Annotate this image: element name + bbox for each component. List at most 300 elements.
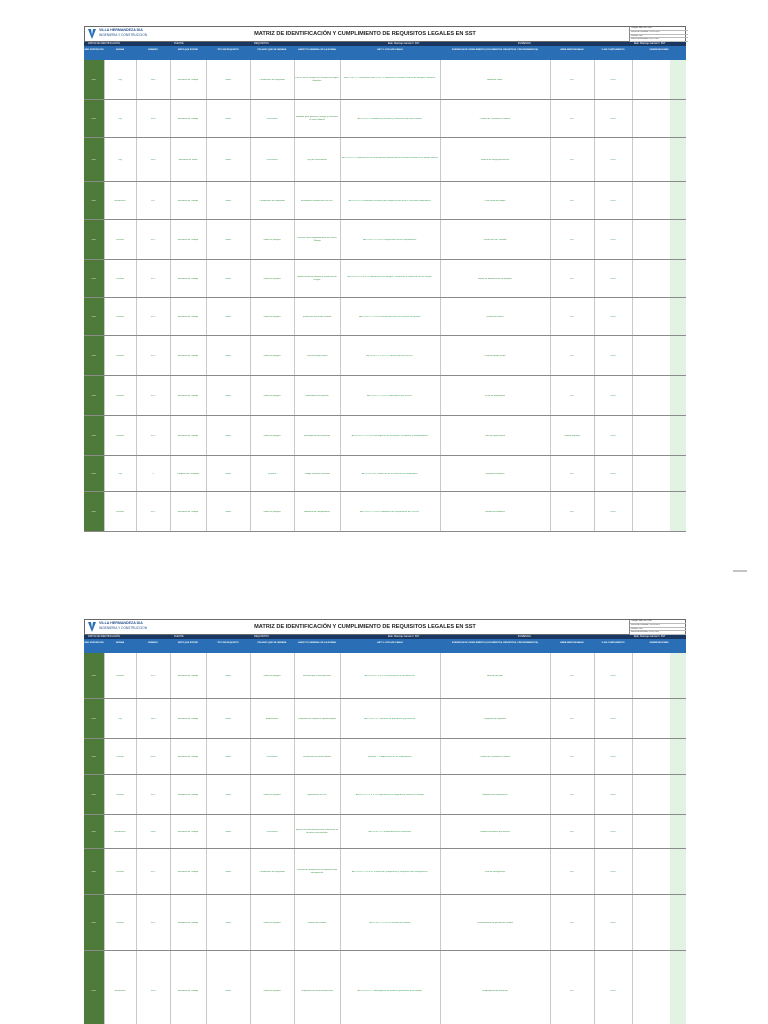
cell-evidencia: Procedimiento de gestión del cambio xyxy=(477,921,513,924)
cell-ente: Ministerio de Trabajo xyxy=(177,717,199,720)
column-header: ÁREA RESPONSABLE xyxy=(560,642,584,644)
cell-ente: Ministerio de Trabajo xyxy=(177,394,199,397)
column-header: TIPO DE REQUISITO xyxy=(217,49,239,51)
cell-pct: 100% xyxy=(610,315,616,318)
cell-articulo: ARTÍCULO 2.2.4.6.17 Planificación del SG-SST. xyxy=(366,354,414,357)
cell-ente: Ministerio de Trabajo xyxy=(177,793,199,796)
section-band-label: REQUISITOS xyxy=(254,42,269,45)
cell-aspecto: Capacitación en SST xyxy=(306,793,328,796)
section-band-label: REQUISITOS xyxy=(254,635,269,638)
cell-year: 2021 xyxy=(91,78,97,81)
table-row xyxy=(84,775,686,815)
cell-aspecto: Auditoría de cumplimiento xyxy=(304,510,330,513)
cell-year: 2021 xyxy=(91,870,97,873)
cell-evidencia: Plan de trabajo anual xyxy=(484,354,506,357)
cell-numero: 9 xyxy=(152,472,154,475)
table-row xyxy=(84,260,686,298)
cell-peligro: Psicosocial xyxy=(266,117,278,120)
table-row xyxy=(84,895,686,951)
cell-area: SST xyxy=(569,394,575,397)
section-band-label: FUENTE xyxy=(174,42,184,45)
cell-norma: Ley xyxy=(118,158,122,161)
cell-aspecto: Plan de trabajo anual xyxy=(306,354,328,357)
cell-area: SST xyxy=(569,277,575,280)
column-divider xyxy=(632,849,633,894)
cell-articulo: ARTÍCULO 10. Subprograma de medicina preventiva y del trabajo. xyxy=(357,989,423,992)
cell-area: SST xyxy=(569,989,575,992)
cell-area: SST xyxy=(569,674,575,677)
cell-ente: Ministerio de Trabajo xyxy=(177,238,199,241)
logo-mark-icon xyxy=(88,29,96,39)
table-body xyxy=(84,653,686,1024)
cell-peligro: Psicosocial xyxy=(266,158,278,161)
column-divider xyxy=(632,100,633,137)
column-divider xyxy=(250,951,251,1024)
cell-pct: 100% xyxy=(610,510,616,513)
cell-evidencia: Plan anual de trabajo xyxy=(484,199,506,202)
cell-evidencia: Plan de capacitación xyxy=(484,434,506,437)
cell-tipo: Todos xyxy=(225,238,231,241)
cell-norma: Ley xyxy=(118,78,122,81)
cell-year: 2021 xyxy=(91,674,97,677)
cell-norma: Circular xyxy=(116,755,124,758)
status-cell xyxy=(670,849,686,894)
cell-peligro: Todos los peligros xyxy=(263,277,281,280)
cell-pct: 100% xyxy=(610,199,616,202)
column-divider xyxy=(206,951,207,1024)
column-header: NORMA xyxy=(115,49,125,51)
section-band-label: FUENTE xyxy=(174,635,184,638)
column-header: OBSERVACIONES xyxy=(649,49,669,51)
section-band-label: EVIDENCIA xyxy=(518,635,531,638)
column-divider xyxy=(632,815,633,848)
section-band-label: Elab. Marinajo Garcia N. SST xyxy=(388,635,420,638)
cell-numero: 1072 xyxy=(150,394,156,397)
cell-tipo: Todos xyxy=(225,315,231,318)
cell-ente: Ministerio de Trabajo xyxy=(177,510,199,513)
cell-ente: Ministerio de Trabajo xyxy=(177,830,199,833)
cell-ente: Ministerio de Trabajo xyxy=(177,755,199,758)
meta-line: Fecha de Revisión: 01-01-2021 xyxy=(630,624,686,628)
cell-aspecto: Evaluación inicial del sistema xyxy=(302,315,332,318)
column-header: % DE CUMPLIMIENTO xyxy=(601,49,625,51)
cell-pct: 100% xyxy=(610,674,616,677)
cell-peligro: Todos los peligros xyxy=(263,674,281,677)
cell-area: SST xyxy=(569,510,575,513)
column-header: ÁREA RESPONSABLE xyxy=(560,49,584,51)
cell-tipo: Todos xyxy=(225,472,231,475)
column-header: ENTE QUE EXPIDE xyxy=(178,49,198,51)
cell-tipo: Todos xyxy=(225,277,231,280)
cell-area: SST xyxy=(569,472,575,475)
cell-evidencia: Batería de riesgo psicosocial xyxy=(481,158,509,161)
cell-aspecto: Código Sanitario Nacional xyxy=(304,472,330,475)
cell-norma: Decreto xyxy=(116,870,124,873)
cell-peligro: Todos los peligros xyxy=(263,434,281,437)
cell-numero: 1010 xyxy=(150,117,156,120)
cell-ente: Ministerio de Trabajo xyxy=(177,315,199,318)
cell-evidencia: Acta de revisión xyxy=(487,674,503,677)
cell-ente: Ministerio de Salud xyxy=(178,158,198,161)
cell-articulo: ARTÍCULO 2.2.4.6.31 Revisión por la alta dirección. xyxy=(364,674,416,677)
status-cell xyxy=(670,100,686,137)
column-header: AÑO EXPEDICIÓN xyxy=(84,49,104,51)
column-divider xyxy=(632,739,633,774)
column-header: ART. O LITE APLICABLE xyxy=(377,49,403,51)
status-cell xyxy=(670,260,686,297)
section-band-label: EVIDENCIA xyxy=(518,42,531,45)
column-header: OBSERVACIONES xyxy=(649,642,669,644)
table-row xyxy=(84,416,686,456)
cell-year: 2021 xyxy=(91,238,97,241)
column-divider xyxy=(632,492,633,531)
table-row xyxy=(84,815,686,849)
cell-tipo: Todos xyxy=(225,870,231,873)
status-cell xyxy=(670,416,686,455)
cell-numero: 1072 xyxy=(150,354,156,357)
cell-norma: Decreto xyxy=(116,315,124,318)
cell-evidencia: Subprograma de medicina xyxy=(482,989,508,992)
column-header: % DE CUMPLIMIENTO xyxy=(601,642,625,644)
column-header: PELIGRO QUE SE GENERA xyxy=(257,642,287,644)
cell-pct: 100% xyxy=(610,434,616,437)
cell-year: 2021 xyxy=(91,717,97,720)
cell-pct: 100% xyxy=(610,117,616,120)
cell-year: 2021 xyxy=(91,755,97,758)
column-divider xyxy=(440,951,441,1024)
column-divider xyxy=(550,951,551,1024)
cell-year: 2021 xyxy=(91,510,97,513)
cell-numero: 1072 xyxy=(150,870,156,873)
cell-pct: 100% xyxy=(610,870,616,873)
cell-ente: Ministerio de Trabajo xyxy=(177,870,199,873)
cell-year: 2021 xyxy=(91,830,97,833)
status-cell xyxy=(670,775,686,814)
logo-line-2: INGENIERIA Y CONSTRUCCION xyxy=(99,33,148,37)
cell-pct: 100% xyxy=(610,830,616,833)
document-page-1 xyxy=(84,26,686,536)
status-cell xyxy=(670,336,686,375)
section-band-label: Elab. Marinajo Garcia N. SST xyxy=(388,42,420,45)
cell-numero: 1072 xyxy=(150,434,156,437)
cell-articulo: Numeral 1. Obligaciones de los empleadores. xyxy=(367,755,413,758)
cell-peligro: Todos los peligros xyxy=(263,354,281,357)
cell-year: 2021 xyxy=(91,989,97,992)
cell-tipo: Todos xyxy=(225,354,231,357)
cell-pct: 100% xyxy=(610,277,616,280)
cell-aspecto: Indicadores del sistema xyxy=(305,394,329,397)
company-logo xyxy=(87,28,155,41)
table-row xyxy=(84,138,686,182)
column-divider xyxy=(632,336,633,375)
cell-tipo: Todos xyxy=(225,717,231,720)
cell-articulo: ARTÍCULO 2.2.4.6.15 Identificación de peligros, evaluación y valoración de los riesgos. xyxy=(347,276,433,279)
section-band-label: DATOS DE IDENTIFICACIÓN xyxy=(88,635,120,638)
cell-area: Talento Humano xyxy=(564,434,580,437)
cell-numero: 1072 xyxy=(150,277,156,280)
cell-evidencia: Afiliación a ARL xyxy=(487,78,503,81)
column-divider xyxy=(632,951,633,1024)
cell-ente: Ministerio de Trabajo xyxy=(177,354,199,357)
status-cell xyxy=(670,60,686,99)
table-row xyxy=(84,182,686,220)
cell-pct: 100% xyxy=(610,755,616,758)
cell-numero: 1072 xyxy=(150,510,156,513)
column-divider xyxy=(632,60,633,99)
cell-area: SST xyxy=(569,870,575,873)
cell-norma: Ley xyxy=(118,117,122,120)
cell-tipo: Todos xyxy=(225,117,231,120)
column-header: ENTE QUE EXPIDE xyxy=(178,642,198,644)
cell-area: SST xyxy=(569,755,575,758)
cell-evidencia: Exámenes médicos xyxy=(485,472,505,475)
cell-articulo: ARTÍCULO 2.2.4.6.16 Evaluación inicial del sistema de gestión. xyxy=(359,315,421,318)
cell-peligro: Psicosocial xyxy=(266,755,278,758)
column-header: PELIGRO QUE SE GENERA xyxy=(257,49,287,51)
meta-line: Fecha de Emisión: 01-01-2021 xyxy=(630,38,688,42)
column-divider xyxy=(632,220,633,259)
cell-evidencia: Política de SST firmada xyxy=(483,238,507,241)
column-divider xyxy=(632,416,633,455)
meta-line: Versión: 001 xyxy=(630,628,686,632)
cell-peligro: Todos los peligros xyxy=(263,989,281,992)
cell-peligro: Todos los peligros xyxy=(263,510,281,513)
cell-numero: 1072 xyxy=(150,674,156,677)
section-band-label: Elab. Marinajo Garcia N. SST xyxy=(634,42,666,45)
cell-articulo: ARTÍCULO 9. Promoción de la salud mental y prevención del trastorno mental en el ámbito laboral. xyxy=(341,157,439,160)
cell-norma: Decreto xyxy=(116,354,124,357)
cell-norma: Decreto xyxy=(116,277,124,280)
cell-year: 2021 xyxy=(91,354,97,357)
status-cell xyxy=(670,951,686,1024)
document-meta-box xyxy=(629,27,688,43)
cell-numero: 1072 xyxy=(150,238,156,241)
cell-norma: Decreto xyxy=(116,793,124,796)
cell-aspecto: Investigación de incidentes xyxy=(303,434,331,437)
logo-line-1: VILLA HERMANDEZA DIA xyxy=(99,28,143,32)
cell-articulo: ARTÍCULO 2.2.4.6.11 Capacitación en seguridad y salud en el trabajo. xyxy=(355,793,425,796)
cell-peligro: Todos los peligros xyxy=(263,793,281,796)
cell-tipo: Todos xyxy=(225,78,231,81)
table-row xyxy=(84,298,686,336)
cell-aspecto: Prevención, preparación y respuesta ante emergencias xyxy=(296,869,338,874)
cell-pct: 100% xyxy=(610,394,616,397)
cell-tipo: Todos xyxy=(225,921,231,924)
cell-norma: Resolución xyxy=(114,989,126,992)
cell-aspecto: Batería de instrumentos para evaluación de factores psicosociales xyxy=(295,829,339,834)
cell-evidencia: Informe de auditoría xyxy=(485,510,505,513)
cell-tipo: Todos xyxy=(225,755,231,758)
cell-norma: Resolución xyxy=(114,199,126,202)
column-header: NÚMERO xyxy=(148,49,158,51)
document-title: MATRIZ DE IDENTIFICACIÓN Y CUMPLIMIENTO DE REQUISITOS LEGALES EN SST xyxy=(254,31,476,37)
cell-evidencia: Registros de capacitación xyxy=(482,793,508,796)
column-divider xyxy=(632,699,633,738)
cell-evidencia: Comité de Convivencia Laboral xyxy=(479,755,511,758)
column-divider xyxy=(294,951,295,1024)
page-separator-mark xyxy=(733,570,747,572)
column-header: NORMA xyxy=(115,642,125,644)
cell-numero: 2404 xyxy=(150,830,156,833)
column-header: EVIDENCIA DE CUMPLIMIENTO (DOCUMENTOS, REGISTROS, PROCEDIMIENTOS) xyxy=(452,49,538,51)
cell-numero: 1072 xyxy=(150,315,156,318)
cell-evidencia: Programa de vigilancia xyxy=(483,717,507,720)
cell-articulo: ARTÍCULO 3. Estándares mínimos para empresas de once a cincuenta trabajadores. xyxy=(348,199,432,202)
cell-norma: Decreto xyxy=(116,394,124,397)
column-divider xyxy=(632,298,633,335)
cell-aspecto: Por la cual se modifica el sistema de riesgos laborales xyxy=(295,77,339,82)
column-header: ASPECTO GENERAL DE LA NORMA xyxy=(298,642,336,644)
column-divider xyxy=(632,775,633,814)
column-divider xyxy=(632,138,633,181)
cell-year: 2021 xyxy=(91,394,97,397)
document-meta-box xyxy=(629,620,686,636)
cell-area: SST xyxy=(569,238,575,241)
table-row xyxy=(84,376,686,416)
cell-numero: 1562 xyxy=(150,78,156,81)
table-row xyxy=(84,100,686,138)
cell-tipo: Todos xyxy=(225,394,231,397)
cell-evidencia: Informe de batería psicosocial xyxy=(480,830,510,833)
document-header xyxy=(84,619,686,635)
cell-year: 2021 xyxy=(91,472,97,475)
table-row xyxy=(84,60,686,100)
cell-peligro: Todos los peligros xyxy=(263,315,281,318)
cell-norma: Decreto xyxy=(116,434,124,437)
status-cell xyxy=(670,492,686,531)
column-header: AÑO EXPEDICIÓN xyxy=(84,642,104,644)
cell-peligro: Químico xyxy=(267,472,277,475)
cell-tipo: Todos xyxy=(225,510,231,513)
cell-articulo: ARTÍCULO 3. Periodicidad de la evaluación. xyxy=(368,830,412,833)
meta-line: Fecha de Emisión: 01-01-2021 xyxy=(630,631,686,635)
cell-numero: 1616 xyxy=(150,158,156,161)
cell-pct: 100% xyxy=(610,238,616,241)
cell-area: SST xyxy=(569,158,575,161)
table-body xyxy=(84,60,686,532)
cell-norma: Decreto xyxy=(116,674,124,677)
cell-peligro: Psicosocial xyxy=(266,830,278,833)
cell-area: SST xyxy=(569,830,575,833)
cell-articulo: ARTÍCULO 2.2.4.6.25 Prevención, preparación y respuesta ante emergencias. xyxy=(351,870,429,873)
column-divider xyxy=(594,951,595,1024)
cell-pct: 100% xyxy=(610,354,616,357)
column-header-row xyxy=(84,639,686,653)
cell-norma: Resolución xyxy=(114,830,126,833)
cell-aspecto: Gestión del cambio xyxy=(307,921,327,924)
cell-tipo: Todos xyxy=(225,830,231,833)
cell-articulo: ARTÍCULO 9. Medidas preventivas y correctivas del acoso laboral. xyxy=(357,117,423,120)
cell-tipo: Todos xyxy=(225,989,231,992)
table-row xyxy=(84,739,686,775)
cell-articulo: ARTÍCULO 2.2.4.6.19 Indicadores del SG-SST. xyxy=(367,394,413,397)
column-divider xyxy=(170,951,171,1024)
cell-pct: 100% xyxy=(610,158,616,161)
cell-tipo: Todos xyxy=(225,199,231,202)
table-row xyxy=(84,653,686,699)
meta-line: Código: MAT-SST-006 xyxy=(630,27,688,31)
cell-articulo: ARTÍCULO 2.2.4.6.32 Investigación de incidentes, accidentes y enfermedades. xyxy=(351,434,429,437)
cell-year: 2021 xyxy=(91,793,97,796)
cell-area: SST xyxy=(569,717,575,720)
status-cell xyxy=(670,376,686,415)
meta-line: Fecha de Revisión: 01-01-2021 xyxy=(630,31,688,35)
logo-mark-icon xyxy=(88,622,96,632)
status-cell xyxy=(670,220,686,259)
cell-aspecto: Revisión por la alta dirección xyxy=(303,674,331,677)
cell-pct: 100% xyxy=(610,793,616,796)
document-title: MATRIZ DE IDENTIFICACIÓN Y CUMPLIMIENTO DE REQUISITOS LEGALES EN SST xyxy=(254,624,476,630)
cell-peligro: Condiciones de seguridad xyxy=(259,870,285,873)
status-cell xyxy=(670,298,686,335)
cell-evidencia: Matriz de identificación de peligros xyxy=(478,277,512,280)
column-header: ASPECTO GENERAL DE LA NORMA xyxy=(298,49,336,51)
cell-year: 2021 xyxy=(91,199,97,202)
cell-aspecto: Identificación de peligros y valoración de riesgos xyxy=(297,276,337,281)
cell-tipo: Todos xyxy=(225,793,231,796)
cell-peligro: Todos los peligros xyxy=(263,921,281,924)
cell-pct: 100% xyxy=(610,472,616,475)
cell-aspecto: Programas de vigilancia epidemiológica xyxy=(297,717,337,720)
table-row xyxy=(84,456,686,492)
company-logo xyxy=(87,621,155,634)
cell-peligro: Condiciones de seguridad xyxy=(259,199,285,202)
cell-ente: Ministerio de Trabajo xyxy=(177,117,199,120)
status-cell xyxy=(670,739,686,774)
cell-ente: Ministerio de Trabajo xyxy=(177,277,199,280)
cell-numero: 1562 xyxy=(150,717,156,720)
cell-peligro: Todos los peligros xyxy=(263,394,281,397)
table-row xyxy=(84,849,686,895)
column-header-row xyxy=(84,46,686,60)
column-divider xyxy=(632,260,633,297)
cell-pct: 100% xyxy=(610,921,616,924)
cell-year: 2021 xyxy=(91,158,97,161)
cell-area: SST xyxy=(569,921,575,924)
meta-line: Versión: 001 xyxy=(630,35,688,39)
cell-area: SST xyxy=(569,315,575,318)
cell-norma: Ley xyxy=(118,472,122,475)
cell-tipo: Todos xyxy=(225,158,231,161)
cell-aspecto: Prevención del acoso laboral xyxy=(302,755,332,758)
table-row xyxy=(84,336,686,376)
column-divider xyxy=(632,653,633,698)
cell-peligro: Biomecánico xyxy=(265,717,279,720)
cell-peligro: Condiciones de seguridad xyxy=(259,78,285,81)
cell-year: 2021 xyxy=(91,277,97,280)
cell-area: SST xyxy=(569,793,575,796)
cell-aspecto: Programas de salud ocupacional xyxy=(301,989,333,992)
status-cell xyxy=(670,138,686,181)
cell-peligro: Todos los peligros xyxy=(263,238,281,241)
cell-numero: 1072 xyxy=(150,921,156,924)
cell-area: SST xyxy=(569,199,575,202)
cell-aspecto: Decreto Único Reglamentario del Sector Trabajo xyxy=(297,237,337,242)
cell-year: 2021 xyxy=(91,434,97,437)
cell-tipo: Todos xyxy=(225,434,231,437)
meta-line: Código: MAT-SST-006 xyxy=(630,620,686,624)
column-divider xyxy=(632,895,633,950)
cell-pct: 100% xyxy=(610,717,616,720)
logo-line-2: INGENIERIA Y CONSTRUCCION xyxy=(99,626,148,630)
cell-numero: 312 xyxy=(151,199,155,202)
cell-norma: Decreto xyxy=(116,921,124,924)
cell-ente: Ministerio de Trabajo xyxy=(177,78,199,81)
status-cell xyxy=(670,653,686,698)
cell-area: SST xyxy=(569,78,575,81)
column-header: NÚMERO xyxy=(148,642,158,644)
cell-articulo: ARTÍCULO 2.2.4.6.29 Auditoría de cumplimiento del SG-SST. xyxy=(360,510,420,513)
